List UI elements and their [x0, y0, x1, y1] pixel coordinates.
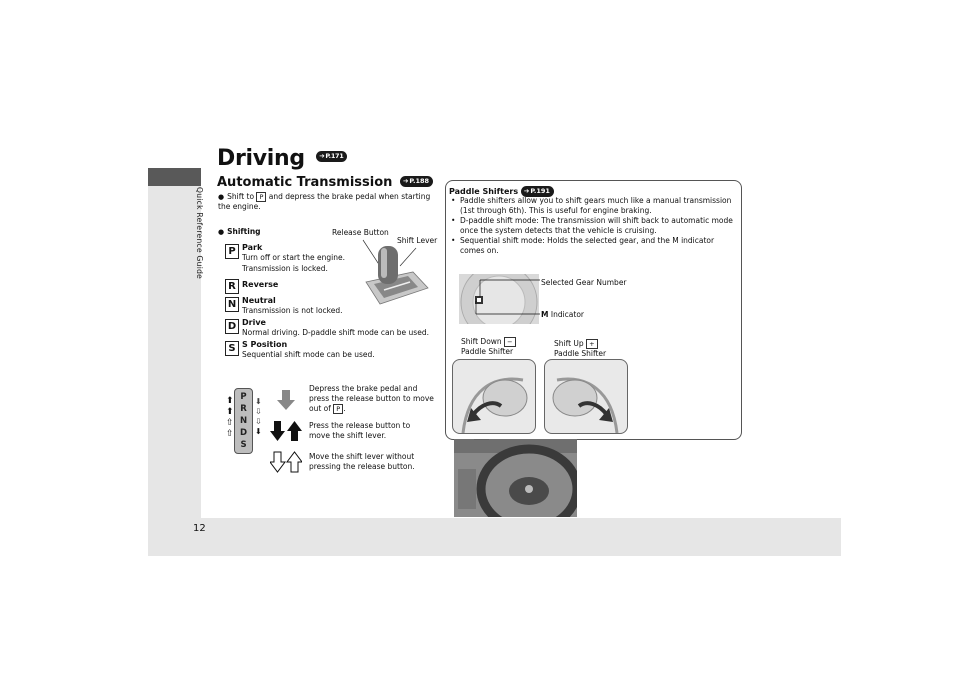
gear-n-name: Neutral — [242, 296, 276, 305]
sidebar-label: Quick Reference Guide — [195, 187, 204, 280]
bullet-icon: ● — [218, 193, 225, 201]
shift-to-text: and depress the brake pedal when starting the engine. — [218, 192, 431, 211]
gear-d-icon: D — [225, 319, 239, 334]
arrow-right-icon: ➔ — [523, 187, 530, 195]
legend-item-1: Depress the brake pedal and press the release button to move out of P . — [309, 384, 434, 413]
release-button-label: Release Button — [332, 228, 389, 237]
shift-up-sub: Paddle Shifter — [554, 349, 607, 358]
callout-lines — [474, 277, 544, 323]
footer-band — [148, 518, 841, 556]
gear-item-n — [225, 296, 435, 318]
page-number: 12 — [193, 523, 206, 534]
gear-p-icon: P — [225, 244, 239, 259]
arrow-down-outline-icon: ⇩ — [255, 417, 262, 426]
gray-arrow-down-icon — [276, 388, 296, 412]
paddle-bullet-2: • D-paddle shift mode: The transmission will shift back to automatic mode once the system detects that the vehicle is cruising. — [451, 216, 733, 235]
paddle-bullet-1: • Paddle shifters allow you to shift gears much like a manual transmission (1st through 6th). This is useful for engine braking. — [451, 196, 732, 215]
gear-list — [225, 243, 435, 362]
gear-item-r — [225, 279, 435, 296]
sidebar-tab — [148, 168, 201, 186]
legend-item-2: Press the release button to move the shift lever. — [309, 421, 411, 440]
shift-to-prefix: Shift to — [227, 192, 255, 201]
shift-gate — [234, 388, 253, 454]
shift-down-label — [461, 337, 516, 357]
outline-double-arrow-icon — [270, 450, 302, 474]
m-indicator-bold: M — [541, 310, 549, 319]
m-indicator-label — [541, 310, 584, 319]
black-double-arrow-icon — [270, 419, 302, 443]
gear-d-name: Drive — [242, 318, 266, 327]
steering-wheel-photo — [454, 439, 577, 517]
gate-d: D — [239, 428, 248, 438]
shift-lever-label: Shift Lever — [397, 236, 438, 245]
legend-text-1: Depress the brake pedal and press the release button to move out of — [309, 384, 434, 413]
arrow-up-solid-icon: ⬆ — [226, 396, 234, 406]
arrow-right-icon: ➔ — [319, 151, 325, 160]
legend-item-3: Move the shift lever without pressing the release button. — [309, 452, 415, 471]
gate-r: R — [240, 404, 247, 414]
gear-r-icon: R — [225, 279, 239, 294]
plus-key-box: + — [586, 339, 597, 349]
paddle-title-text: Paddle Shifters — [449, 187, 519, 196]
arrow-down-gray-icon: ⬇ — [255, 397, 262, 406]
gear-item-p — [225, 243, 435, 279]
page-ref-link[interactable] — [316, 151, 347, 162]
arrow-up-outline-icon: ⇧ — [226, 429, 234, 439]
arrow-down-solid-icon: ⬇ — [255, 427, 262, 436]
section-title-text: Automatic Transmission — [217, 175, 393, 190]
paddle-bullet-2-text: D-paddle shift mode: The transmission will shift back to automatic mode once the system detects that the vehicle is cruising. — [460, 216, 733, 235]
gear-p-name: Park — [242, 243, 263, 252]
shift-up-text: Shift Up — [554, 339, 584, 348]
paddle-bullet-1-text: Paddle shifters allow you to shift gears much like a manual transmission (1st through 6th). This is useful for engine braking. — [460, 196, 732, 215]
shift-up-label — [554, 339, 606, 359]
bullet-icon: ● — [218, 228, 225, 236]
gear-n-desc: Transmission is not locked. — [242, 306, 343, 315]
shift-down-text: Shift Down — [461, 337, 502, 346]
gear-item-s — [225, 340, 435, 362]
m-indicator-text: Indicator — [550, 310, 585, 319]
paddle-shifters-panel — [445, 180, 742, 440]
shift-down-sub: Paddle Shifter — [461, 347, 514, 356]
arrow-up-outline-icon: ⇧ — [226, 418, 234, 428]
arrow-down-outline-icon: ⇩ — [255, 407, 262, 416]
section-ref-link[interactable] — [400, 176, 433, 187]
gate-p: P — [240, 392, 247, 402]
gear-s-desc: Sequential shift mode can be used. — [242, 350, 375, 359]
shift-to-bullet — [218, 192, 438, 212]
gate-right-arrows — [255, 397, 262, 437]
p-key-box: P — [333, 404, 343, 414]
gear-d-desc: Normal driving. D-paddle shift mode can be used. — [242, 328, 429, 337]
page-title-text: Driving — [217, 146, 305, 171]
shift-down-paddle-photo — [452, 359, 536, 434]
gate-left-arrows — [226, 396, 234, 440]
arrow-right-icon: ➔ — [402, 177, 409, 185]
gear-r-name: Reverse — [242, 280, 279, 289]
p-key-box: P — [256, 192, 266, 202]
gear-item-d — [225, 318, 435, 340]
paddle-bullet-3: • Sequential shift mode: Holds the selected gear, and the M indicator comes on. — [451, 236, 715, 255]
gear-s-icon: S — [225, 341, 239, 356]
selected-gear-label: Selected Gear Number — [541, 278, 627, 287]
shifting-heading — [218, 227, 261, 236]
shift-up-paddle-photo — [544, 359, 628, 434]
gate-n: N — [239, 416, 248, 426]
shifting-label: Shifting — [227, 227, 261, 236]
page-ref-text: P.171 — [325, 151, 344, 160]
arrow-up-solid-icon: ⬆ — [226, 407, 234, 417]
section-title — [217, 175, 433, 190]
paddle-bullet-3-text: Sequential shift mode: Holds the selected gear, and the M indicator comes on. — [460, 236, 715, 255]
gate-s: S — [240, 440, 247, 450]
page-title — [217, 146, 347, 171]
gear-p-desc: Turn off or start the engine. Transmission is locked. — [242, 253, 345, 273]
section-ref-text: P.188 — [409, 177, 430, 185]
paddle-ref-text: P.191 — [530, 187, 550, 195]
paddle-bullets — [449, 196, 737, 256]
minus-key-box: − — [504, 337, 515, 347]
gear-s-name: S Position — [242, 340, 288, 349]
gear-n-icon: N — [225, 297, 239, 312]
